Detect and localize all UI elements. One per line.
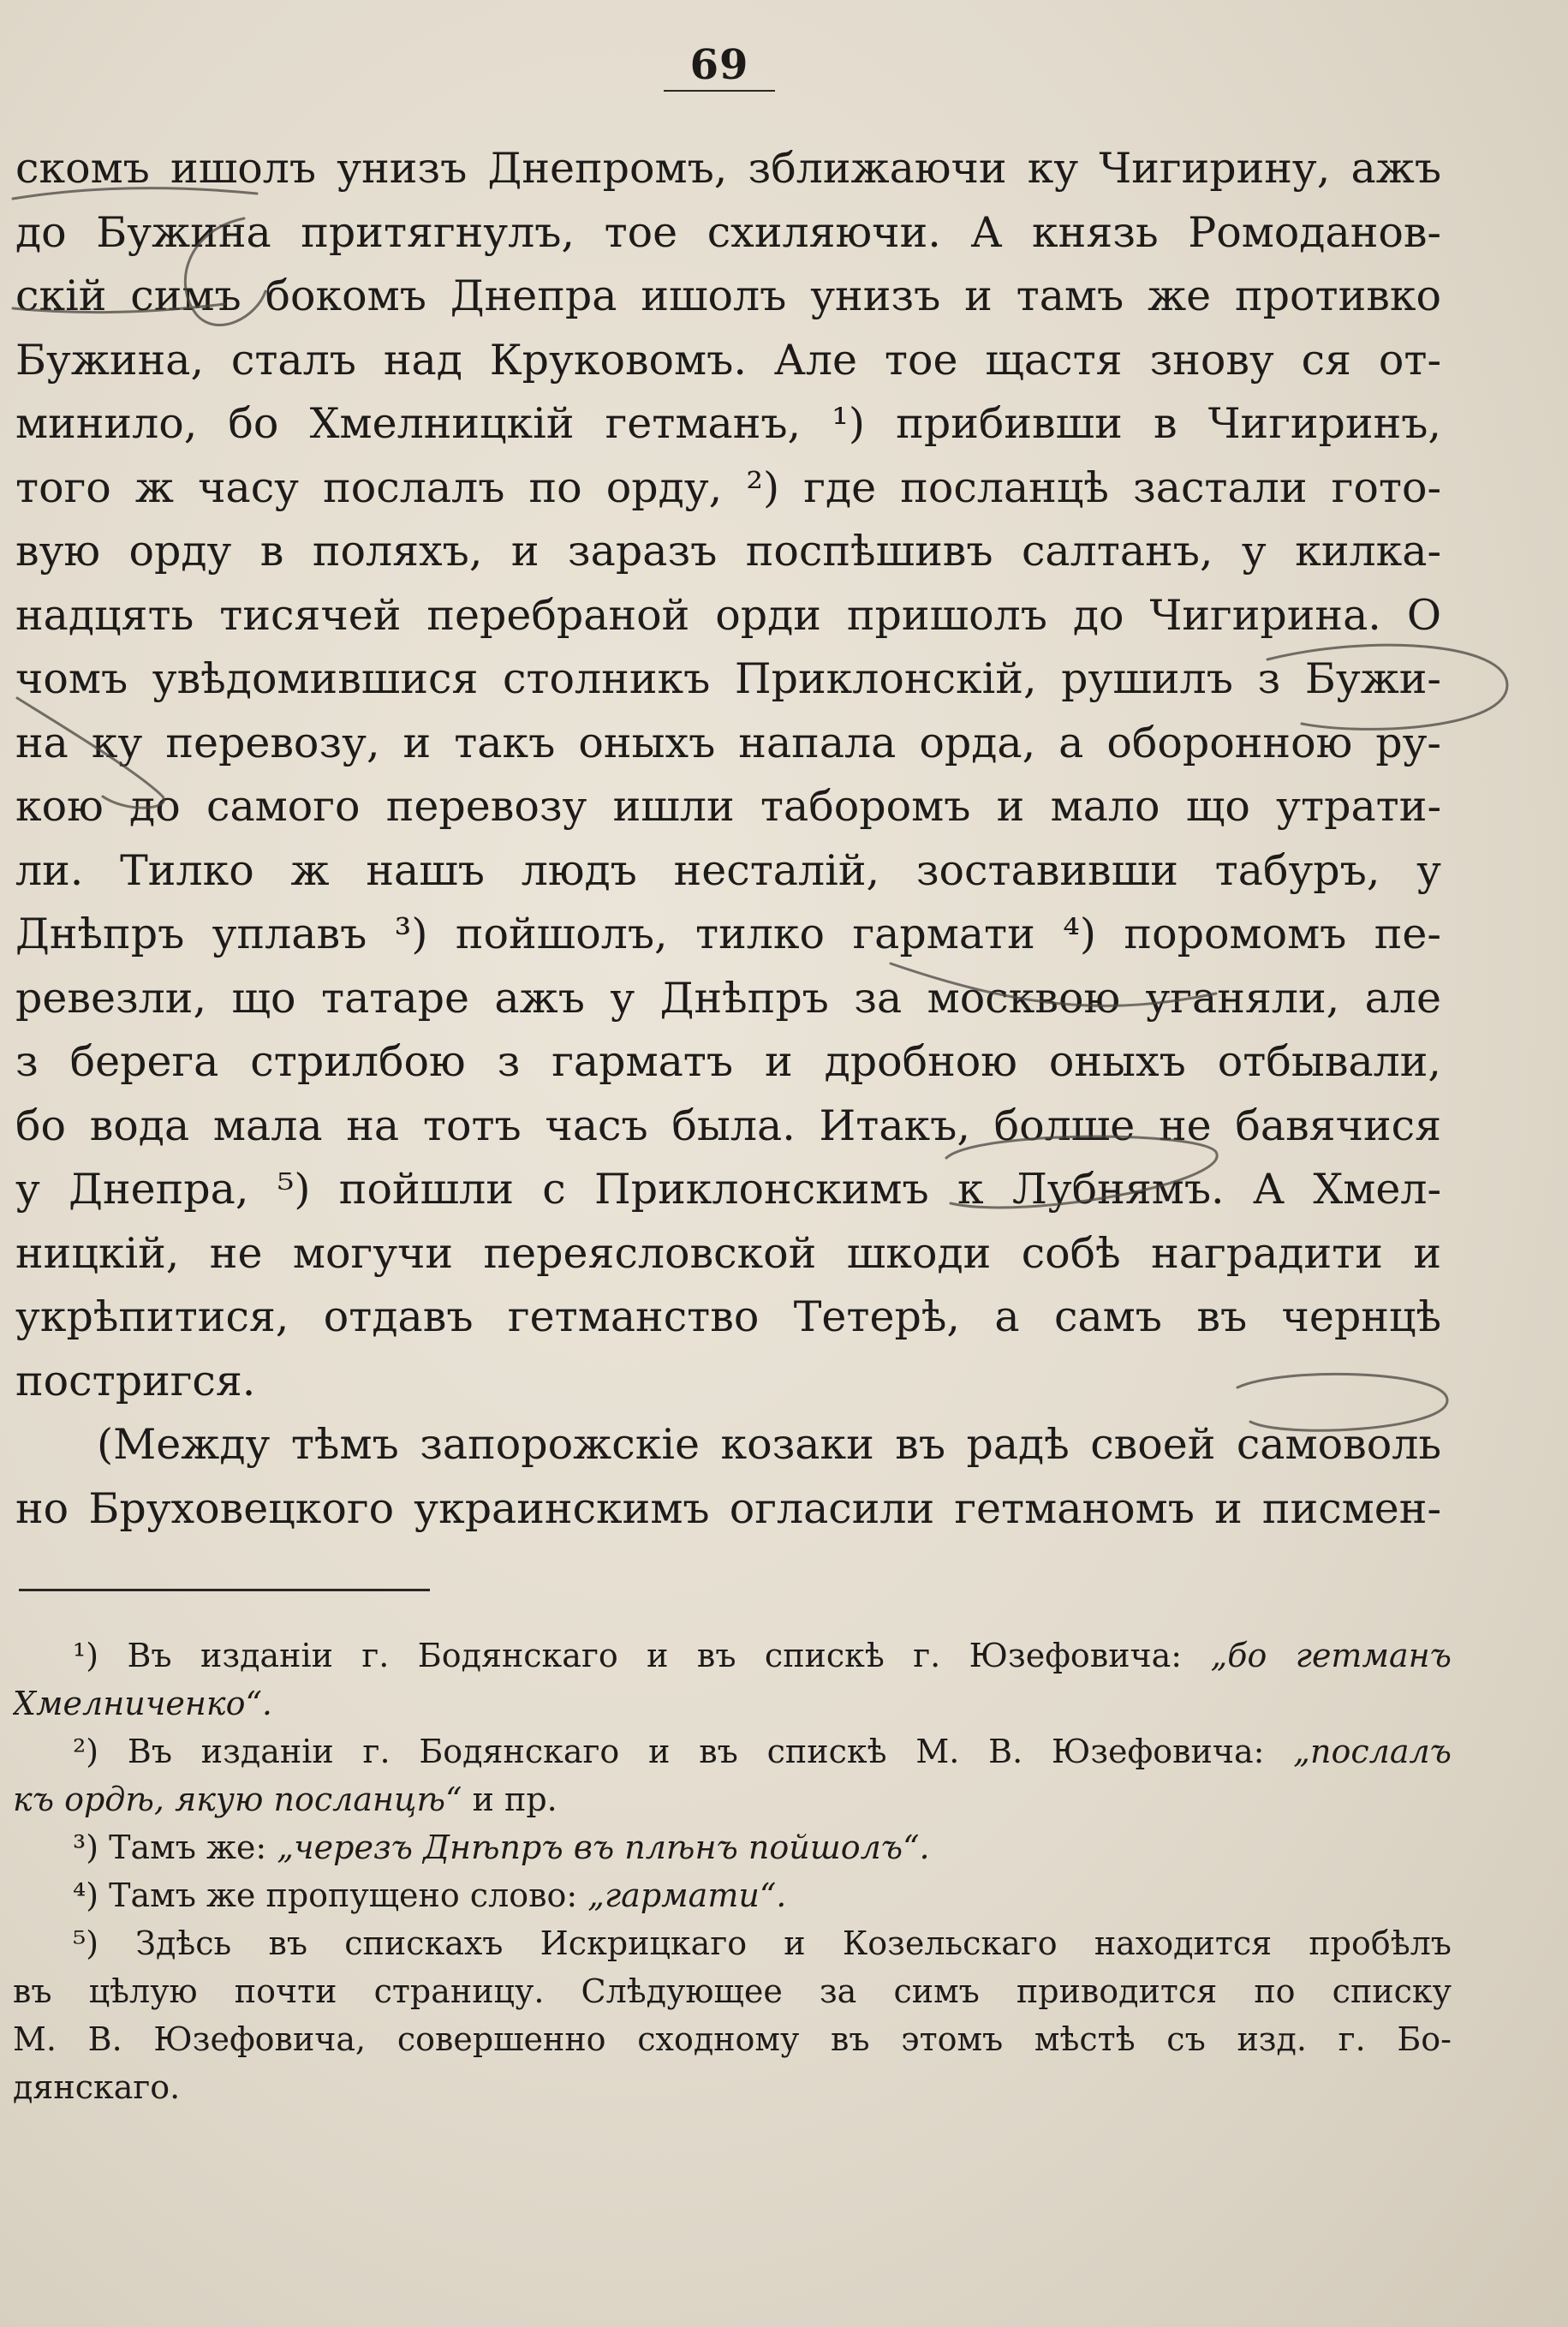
footnote-mark: ¹) [73, 1637, 99, 1674]
text-line: скомъ ишолъ унизъ Днепромъ, зближаючи ку Чигирину, ажъ [15, 144, 1441, 193]
footnote-1-continuation [13, 1680, 1452, 1727]
footnote-text: Въ изданіи г. Бодянскаго и въ спискѣ г. Юзефовича: [127, 1637, 1183, 1674]
footnote-2 [13, 1727, 1452, 1775]
text-line: укрѣпитися, отдавъ гетманство Тетерѣ, а самъ въ чернцѣ [15, 1292, 1441, 1341]
footnote-quote: „бо гетманъ [1210, 1637, 1452, 1674]
footnote-mark: ⁵) [73, 1924, 99, 1962]
text-line: чомъ увѣдомившися столникъ Приклонскій, рушилъ з Бужи- [15, 654, 1441, 703]
footnote-3 [13, 1823, 1452, 1871]
footnote-1 [13, 1632, 1452, 1680]
text-line: Днѣпръ уплавъ ³) пойшолъ, тилко гармати ⁴) поромомъ пе- [15, 910, 1441, 958]
text-line: у Днепра, ⁵) пойшли с Приклонскимъ к Лубнямъ. А Хмел- [15, 1165, 1441, 1214]
footnote-quote: къ ордѣ, якую посланцѣ“ [13, 1781, 462, 1818]
footnotes [13, 1632, 1452, 2111]
text-line: но Бруховецкого украинскимъ огласили гетманомъ и писмен- [15, 1483, 1441, 1533]
footnote-mark: ²) [73, 1733, 99, 1770]
footnote-text: Тамъ же: [109, 1829, 267, 1866]
footnote-5-line: М. В. Юзефовича, совершенно сходному въ этомъ мѣстѣ съ изд. г. Бо- [13, 2020, 1452, 2058]
text-line: ницкій, не могучи переясловской шкоди собѣ наградити и [15, 1228, 1441, 1278]
footnote-tail: и пр. [472, 1781, 557, 1818]
footnote-5-line: въ цѣлую почти страницу. Слѣдующее за симъ приводится по списку [13, 1972, 1452, 2010]
text-line: скій симъ бокомъ Днепра ишолъ унизъ и тамъ же противко [15, 271, 1441, 320]
text-line: ревезли, що татаре ажъ у Днѣпръ за москвою уганяли, але [15, 973, 1441, 1023]
text-line: надцять тисячей перебраной орди пришолъ до Чигирина. О [15, 590, 1441, 640]
text-line: того ж часу послалъ по орду, ²) где посланцѣ застали гото- [15, 462, 1441, 512]
paragraph-start-line: (Между тѣмъ запорожскіе козаки въ радѣ своей самоволь [97, 1420, 1441, 1469]
footnote-quote: „черезъ Днѣпръ въ плѣнъ пойшолъ“. [277, 1829, 930, 1866]
footnote-mark: ⁴) [73, 1877, 99, 1914]
footnote-text: Тамъ же пропущено слово: [109, 1877, 578, 1914]
footnote-quote: Хмелниченко“. [13, 1685, 272, 1722]
footnote-text: Въ изданіи г. Бодянскаго и въ спискѣ М. В. Юзефовича: [127, 1733, 1265, 1770]
footnote-5-line: дянскаго. [13, 2068, 181, 2106]
footnote-quote: „гармати“. [587, 1877, 787, 1914]
text-line: до Бужина притягнулъ, тое схиляючи. А князь Ромоданов- [15, 207, 1441, 257]
page-number-rule [664, 90, 775, 92]
footnote-rule [19, 1589, 430, 1591]
page-number: 69 [689, 41, 749, 89]
footnote-2-continuation [13, 1775, 1452, 1823]
text-line: кою до самого перевозу ишли таборомъ и мало що утрати- [15, 782, 1441, 831]
text-line: вую орду в поляхъ, и заразъ поспѣшивъ салтанъ, у килка- [15, 527, 1441, 576]
footnote-quote: „послалъ [1293, 1733, 1452, 1770]
text-line: на ку перевозу, и такъ оныхъ напала орда, а оборонною ру- [15, 718, 1441, 767]
footnote-mark: ³) [73, 1829, 99, 1866]
footnote-4 [13, 1871, 1452, 1919]
main-text [15, 137, 1441, 1541]
footnote-5 [13, 1919, 1452, 1967]
text-line: Бужина, сталъ над Круковомъ. Але тое щастя знову ся от- [15, 335, 1441, 385]
text-line: з берега стрилбою з гарматъ и дробною оныхъ отбывали, [15, 1037, 1441, 1086]
text-line: ли. Тилко ж нашъ людъ несталій, зоставивши табуръ, у [15, 845, 1441, 895]
footnote-text: Здѣсь въ спискахъ Искрицкаго и Козельскаго находится пробѣлъ [135, 1924, 1452, 1962]
text-line: бо вода мала на тотъ часъ была. Итакъ, болше не бавячися [15, 1101, 1441, 1150]
text-line: минило, бо Хмелницкій гетманъ, ¹) прибивши в Чигиринъ, [15, 399, 1441, 448]
text-line: постригся. [15, 1356, 256, 1405]
